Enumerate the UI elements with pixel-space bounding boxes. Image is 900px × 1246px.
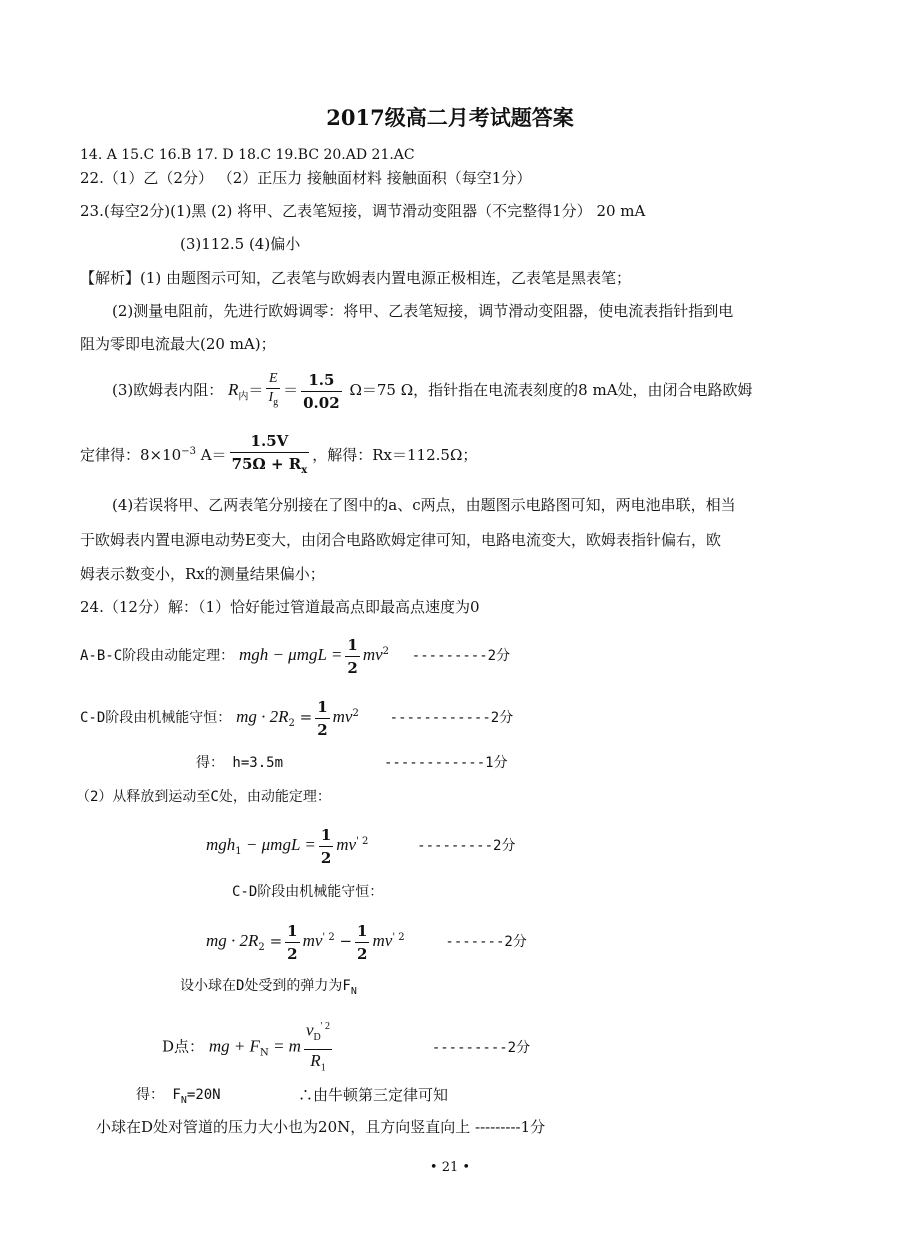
q22-answer: 22.（1）乙（2分） （2）正压力 接触面材料 接触面积（每空1分） xyxy=(80,169,532,187)
q24-heading: 24.（12分）解：（1）恰好能过管道最高点即最高点速度为0 xyxy=(80,598,480,616)
q24-force-intro: 设小球在D处受到的弹力为$F_N$ xyxy=(180,978,357,997)
score: ------------1分 xyxy=(384,755,508,771)
q24-h-result: 得： h=3.5m xyxy=(196,755,284,771)
v-squared-over-r: $\frac{v_D^{' 2}}{R_1}$ xyxy=(304,1016,332,1079)
analysis-part3b-equation: 定律得：$8\times 10^{-3}$ A＝ $\frac{1.5V}{75\Omega + R_x}$ ，解得：Rx＝112.5Ω； xyxy=(80,428,477,482)
rx-fraction: $\frac{1.5V}{75\Omega + R_x}$ xyxy=(231,432,308,476)
q23-answer-line1: 23.(每空2分)(1)黑 (2) 将甲、乙表笔短接，调节滑动变阻器（不完整得1分） 20 mA xyxy=(80,202,646,220)
e-over-ig-fraction: $\frac{E}{I_g}$ xyxy=(268,371,279,408)
q24-abc-equation: A-B-C阶段由动能定理： mgh − μmgL = $\frac{1}{2}$ $mv^2$ ---------2分 xyxy=(80,635,511,677)
rx-result: ，解得：Rx＝112.5Ω； xyxy=(312,446,478,464)
q24-fn-result: 得： $F_N=20N$ xyxy=(136,1087,221,1106)
half-fraction: $\frac{1}{2}$ xyxy=(347,635,358,677)
q24-part2-equation: mgh$_1$ − μmgL = $\frac{1}{2}$ $mv^{' 2}$ ---------2分 xyxy=(206,825,516,867)
analysis-part4c: 姆表示数变小，Rx的测量结果偏小； xyxy=(80,565,325,583)
score: ---------2分 xyxy=(411,648,511,664)
half-fraction: $\frac{1}{2}$ xyxy=(317,697,328,739)
score: ------------2分 xyxy=(389,710,514,726)
half-fraction: $\frac{1}{2}$ xyxy=(357,921,368,963)
page-title: 2017级高二月考试题答案 xyxy=(326,105,574,130)
score: ---------2分 xyxy=(417,838,516,854)
analysis-part2b: 阻为零即电流最大(20 mA)； xyxy=(80,335,276,353)
analysis-part4b: 于欧姆表内置电源电动势E变大，由闭合电路欧姆定律可知，电路电流变大，欧姆表指针偏右，欧 xyxy=(80,531,721,549)
q24-therefore: ∴由牛顿第三定律可知 xyxy=(298,1086,449,1104)
current-value: 定律得：8×10 xyxy=(80,446,182,464)
analysis-part2a: (2)测量电阻前，先进行欧姆调零：将甲、乙表笔短接，调节滑动变阻器，使电流表指针指到电 xyxy=(112,302,734,320)
mc-answers: 14. A 15.C 16.B 17. D 18.C 19.BC 20.AD 21.AC xyxy=(80,147,415,163)
numeric-fraction: $\frac{1.5}{0.02}$ xyxy=(303,370,340,412)
q24-d-equation: D点： mg + $F_N = m$ $\frac{v_D^{' 2}}{R_1}$ ---------2分 xyxy=(162,1016,530,1079)
q24-cd-equation: C-D阶段由机械能守恒： mg · $2R_2$ = $\frac{1}{2}$ $mv^2$ ------------2分 xyxy=(80,697,514,739)
score: ---------2分 xyxy=(431,1039,531,1056)
analysis-part1: 【解析】(1) 由题图示可知，乙表笔与欧姆表内置电源正极相连，乙表笔是黑表笔； xyxy=(80,269,632,287)
r-internal-symbol: $R_内$ xyxy=(228,380,249,403)
q24-final-answer: 小球在D处对管道的压力大小也为20N，且方向竖直向上 ---------1分 xyxy=(96,1118,546,1136)
q23-answer-line2: (3)112.5 (4)偏小 xyxy=(180,235,301,253)
q24-cd2-label: C-D阶段由机械能守恒： xyxy=(232,884,384,900)
analysis-part3-prefix: (3)欧姆表内阻： xyxy=(112,381,224,399)
analysis-part3-suffix: Ω＝75 Ω，指针指在电流表刻度的8 mA处，由闭合电路欧姆 xyxy=(349,381,753,399)
page-number: • 21 • xyxy=(429,1160,471,1175)
q24-part2-heading: （2）从释放到运动至C处，由动能定理： xyxy=(76,789,331,805)
q24-cd2-equation: mg · $2R_2$ = $\frac{1}{2}$ $mv^{' 2}$ − $\frac{1}{2}$ $mv^{' 2}$ -------2分 xyxy=(206,921,527,963)
analysis-part4a: (4)若误将甲、乙两表笔分别接在了图中的a、c两点，由题图示电路图可知，两电池串联，相当 xyxy=(112,496,736,514)
score: -------2分 xyxy=(445,934,527,950)
half-fraction: $\frac{1}{2}$ xyxy=(287,921,298,963)
analysis-part3-equation: (3)欧姆表内阻： $R_内=$ $\frac{E}{I_g}$ ＝ $\frac{1.5}{0.02}$ Ω＝75 Ω，指针指在电流表刻度的8 mA处，由闭合电路欧姆 xyxy=(112,370,753,412)
half-fraction: $\frac{1}{2}$ xyxy=(320,825,332,867)
